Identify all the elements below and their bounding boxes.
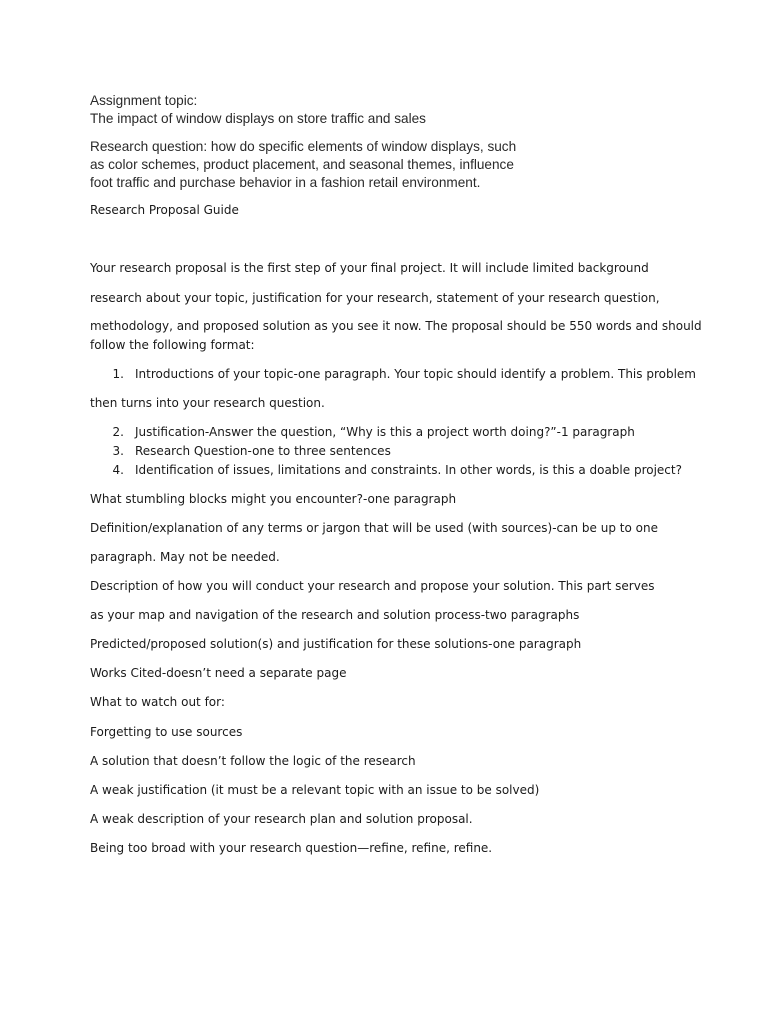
guide-line: Works Cited-doesn’t need a separate page — [90, 666, 347, 680]
assignment-topic-heading: Assignment topic: — [90, 93, 198, 108]
list-item-number: 3. — [112, 444, 124, 458]
list-item-number: 1. — [112, 367, 124, 381]
watch-out-item: A weak justification (it must be a relevant topic with an issue to be solved) — [90, 783, 540, 797]
intro-line: Your research proposal is the first step of your final project. It will include limited background — [90, 261, 649, 275]
guide-line: Predicted/proposed solution(s) and justification for these solutions-one paragraph — [90, 637, 582, 651]
list-item-text: Research Question-one to three sentences — [135, 444, 391, 458]
guide-line: paragraph. May not be needed. — [90, 550, 280, 564]
research-question-line: foot traffic and purchase behavior in a fashion retail environment. — [90, 175, 481, 190]
list-item-number: 2. — [112, 425, 124, 439]
guide-line: Description of how you will conduct your research and propose your solution. This part serves — [90, 579, 655, 593]
watch-out-item: Being too broad with your research question—refine, refine, refine. — [90, 841, 493, 855]
list-item-continuation: then turns into your research question. — [90, 396, 325, 410]
watch-out-heading: What to watch out for: — [90, 695, 225, 709]
guide-line: What stumbling blocks might you encounter?-one paragraph — [90, 492, 457, 506]
research-question — [90, 138, 516, 192]
list-item-text: Justification-Answer the question, “Why is this a project worth doing?”-1 paragraph — [135, 425, 635, 439]
guide-line: Definition/explanation of any terms or jargon that will be used (with sources)-can be up to one — [90, 521, 658, 535]
intro-line: methodology, and proposed solution as you see it now. The proposal should be 550 words and should — [90, 319, 702, 333]
research-question-line: Research question: how do specific elements of window displays, such — [90, 139, 517, 154]
watch-out-item: Forgetting to use sources — [90, 725, 243, 739]
intro-line: follow the following format: — [90, 338, 255, 352]
guide-line: as your map and navigation of the research and solution process-two paragraphs — [90, 608, 580, 622]
guide-title: Research Proposal Guide — [90, 203, 239, 217]
watch-out-item: A solution that doesn’t follow the logic of the research — [90, 754, 416, 768]
watch-out-item: A weak description of your research plan and solution proposal. — [90, 812, 473, 826]
intro-line: research about your topic, justification for your research, statement of your research question, — [90, 291, 660, 305]
assignment-topic: The impact of window displays on store traffic and sales — [90, 111, 426, 126]
list-item-text: Identification of issues, limitations and constraints. In other words, is this a doable project? — [135, 463, 682, 477]
list-item-number: 4. — [112, 463, 124, 477]
list-item-text: Introductions of your topic-one paragraph. Your topic should identify a problem. This problem — [135, 367, 696, 381]
research-question-line: as color schemes, product placement, and seasonal themes, influence — [90, 157, 514, 172]
